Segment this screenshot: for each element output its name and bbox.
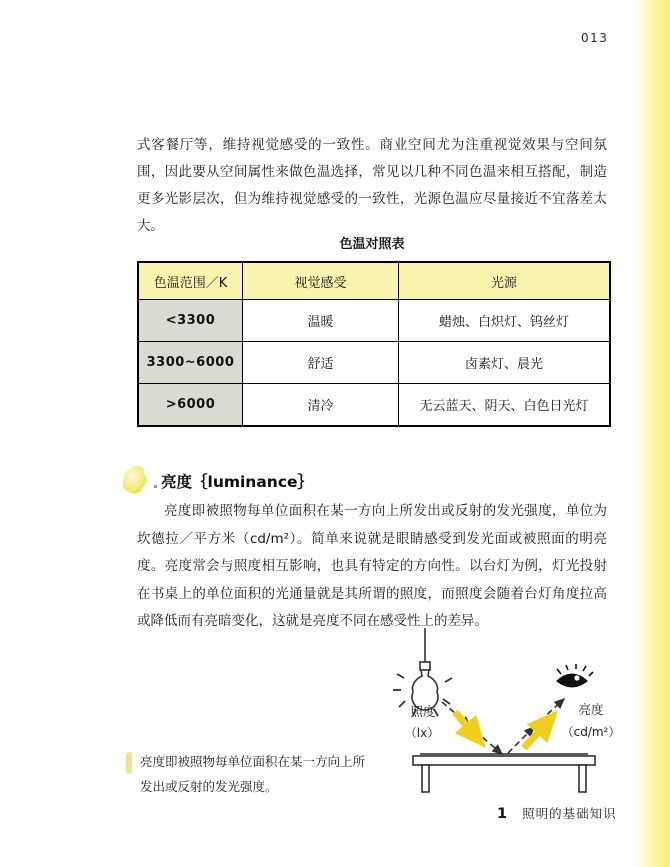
table-row: [138, 384, 610, 427]
eye-icon: [556, 664, 593, 688]
dot-icon: [154, 485, 157, 488]
table-header-row: [138, 262, 610, 300]
page-footer: [497, 804, 617, 822]
table-header-cell: 色温范围／K: [138, 262, 243, 300]
page-number: 013: [581, 31, 609, 45]
table-row: [138, 342, 610, 384]
section-heading-text: 亮度｛luminance｝: [161, 473, 314, 491]
color-temperature-table: [137, 261, 611, 427]
section-heading-luminance: [120, 463, 313, 499]
table-row: [138, 300, 610, 342]
table-cell-range: <3300: [138, 300, 243, 342]
table-cell-source: 无云蓝天、阴天、白色日光灯: [399, 384, 611, 427]
luminance-body-paragraph: 亮度即被照物每单位面积在某一方向上所发出或反射的发光强度，单位为坎德拉／平方米（cd/m²）。简单来说就是眼睛感受到发光面或被照面的明亮度。亮度常会与照度相互影响，也具有特定的方向性。以台灯为例，灯光投射在书桌上的单位面积的光通量就是其所谓的照度，而照度会随着台灯角度拉高或降低而有亮暗变化，这就是亮度不同在感受性上的差异。: [137, 503, 607, 629]
intro-paragraph: 式客餐厅等，维持视觉感受的一致性。商业空间尤为注重视觉效果与空间氛围，因此要从空间属性来做色温选择，常见以几种不同色温来相互搭配，制造更多光影层次，但为维持视觉感受的一致性，光源色温应尽量接近不宜落差太大。: [137, 137, 607, 234]
page-edge-gradient: [632, 0, 670, 867]
table-cell-range: 3300~6000: [138, 342, 243, 384]
table-header-cell: 视觉感受: [243, 262, 399, 300]
glow-blob-icon: [120, 463, 152, 499]
desk-icon: [413, 754, 595, 792]
side-note: 亮度即被照物每单位面积在某一方向上所发出或反射的发光强度。: [140, 754, 366, 794]
illuminance-unit: （lx）: [404, 726, 440, 740]
table-header-cell: 光源: [399, 262, 611, 300]
table-cell-source: 蜡烛、白炽灯、钨丝灯: [399, 300, 611, 342]
table-cell-range: >6000: [138, 384, 243, 427]
illuminance-label: 照度: [410, 704, 436, 719]
luminance-unit: （cd/m²）: [561, 725, 621, 739]
table-cell-feel: 舒适: [243, 342, 399, 384]
chapter-number: 1: [497, 806, 508, 822]
luminance-label: 亮度: [578, 702, 604, 717]
table-cell-feel: 温暖: [243, 300, 399, 342]
yellow-arrow-icon: [455, 712, 552, 748]
table-cell-feel: 清冷: [243, 384, 399, 427]
table-title: 色温对照表: [339, 237, 405, 252]
note-marker-bar: [126, 752, 132, 774]
table-cell-source: 卤素灯、晨光: [399, 342, 611, 384]
chapter-title: 照明的基础知识: [522, 806, 617, 821]
